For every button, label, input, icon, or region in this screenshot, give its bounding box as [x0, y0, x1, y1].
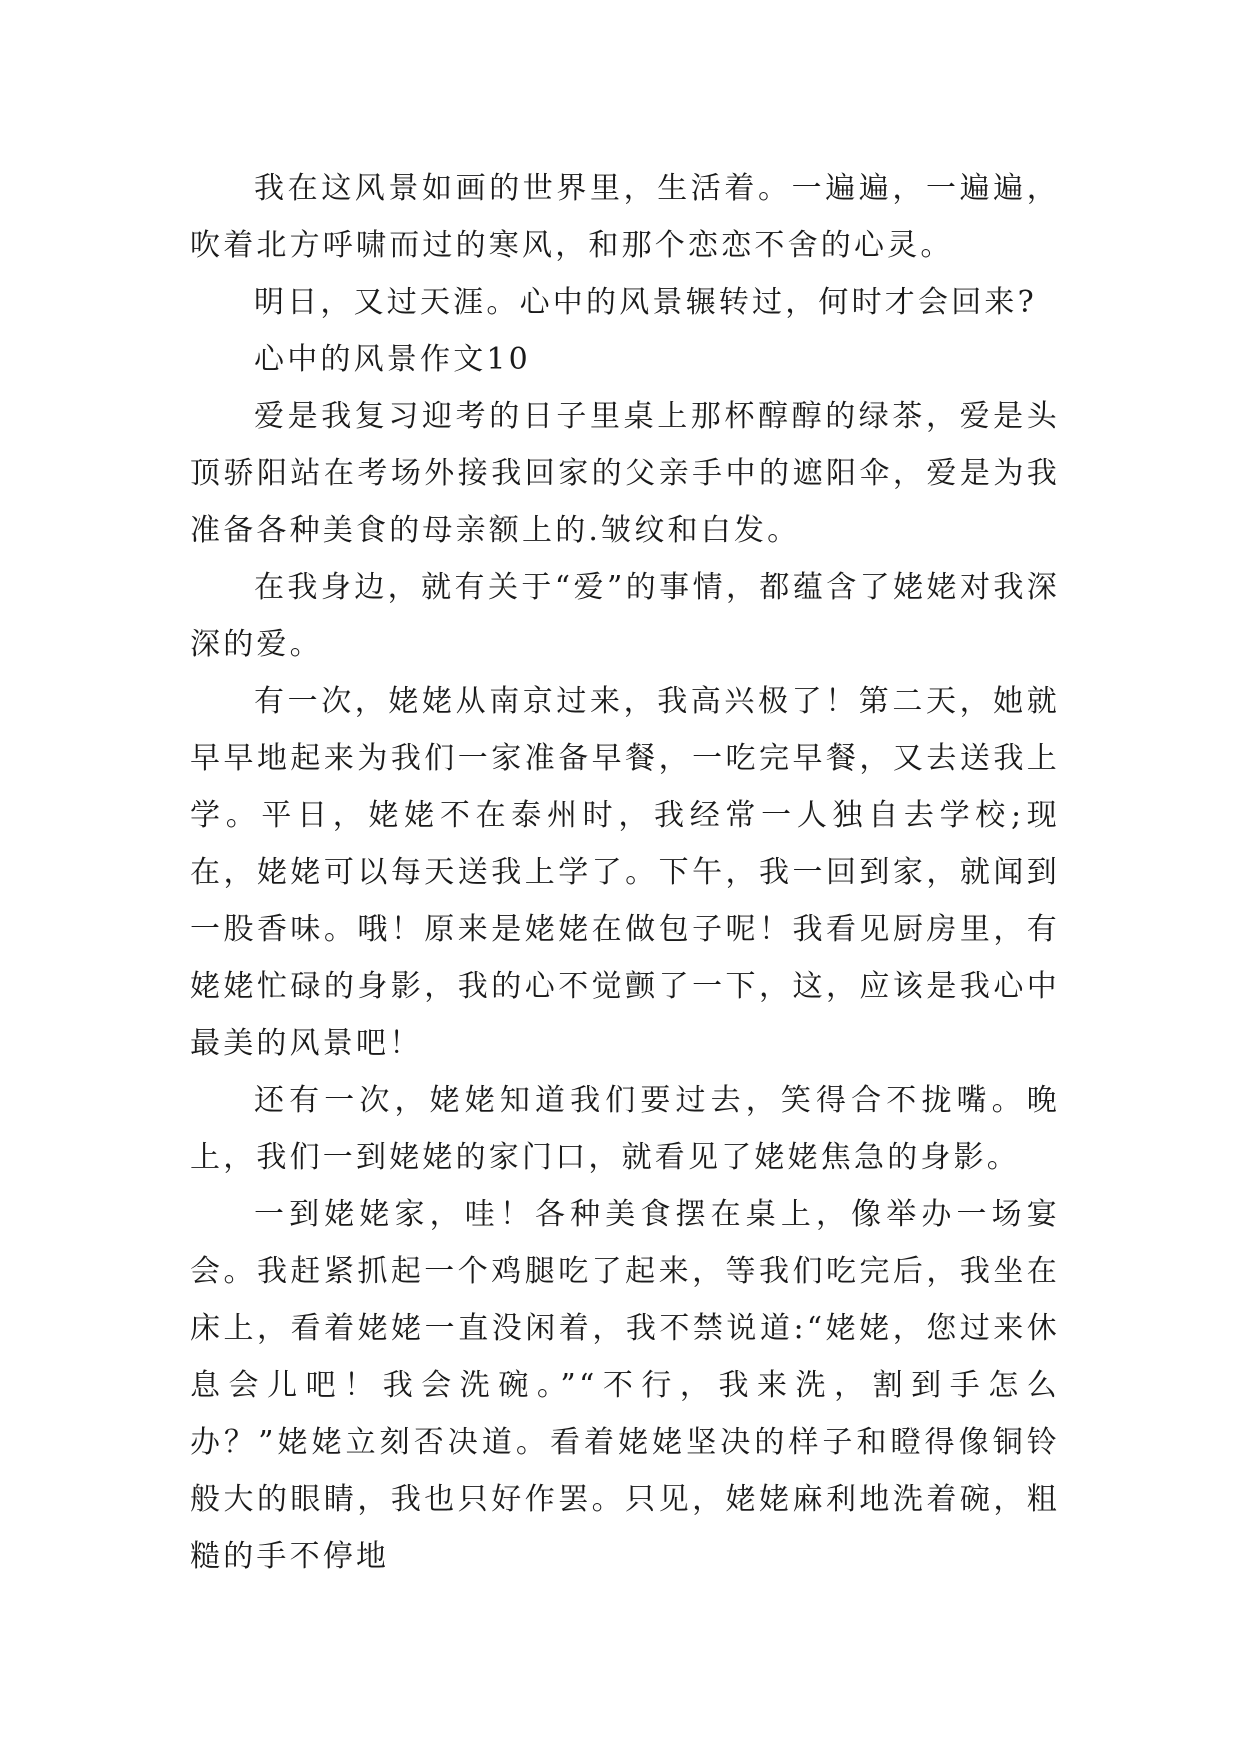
paragraph-5: 有一次，姥姥从南京过来，我高兴极了！第二天，她就早早地起来为我们一家准备早餐，一吃完早餐，又去送我上学。平日，姥姥不在泰州时，我经常一人独自去学校;现在，姥姥可以每天送我上学了。下午，我一回到家，就闻到一股香味。哦！原来是姥姥在做包子呢！我看见厨房里，有姥姥忙碌的身影，我的心不觉颤了一下，这，应该是我心中最美的风景吧！	[190, 684, 1060, 1061]
paragraph-3: 爱是我复习迎考的日子里桌上那杯醇醇的绿茶，爱是头顶骄阳站在考场外接我回家的父亲手中的遮阳伞，爱是为我准备各种美食的母亲额上的.皱纹和白发。	[190, 399, 1060, 548]
paragraph-4: 在我身边，就有关于“爱”的事情，都蕴含了姥姥对我深深的爱。	[190, 570, 1060, 662]
paragraph-6: 还有一次，姥姥知道我们要过去，笑得合不拢嘴。晚上，我们一到姥姥的家门口，就看见了姥姥焦急的身影。	[190, 1083, 1060, 1175]
document-page	[190, 160, 1060, 1585]
section-heading: 心中的风景作文10	[254, 342, 531, 377]
paragraph-2: 明日，又过天涯。心中的风景辗转过，何时才会回来?	[254, 285, 1037, 320]
paragraph-7: 一到姥姥家，哇！各种美食摆在桌上，像举办一场宴会。我赶紧抓起一个鸡腿吃了起来，等我们吃完后，我坐在床上，看着姥姥一直没闲着，我不禁说道:“姥姥，您过来休息会儿吧！我会洗碗。”“不行，我来洗，割到手怎么办？”姥姥立刻否决道。看着姥姥坚决的样子和瞪得像铜铃般大的眼睛，我也只好作罢。只见，姥姥麻利地洗着碗，粗糙的手不停地	[190, 1197, 1060, 1574]
paragraph-1: 我在这风景如画的世界里，生活着。一遍遍，一遍遍，吹着北方呼啸而过的寒风，和那个恋恋不舍的心灵。	[190, 171, 1060, 263]
